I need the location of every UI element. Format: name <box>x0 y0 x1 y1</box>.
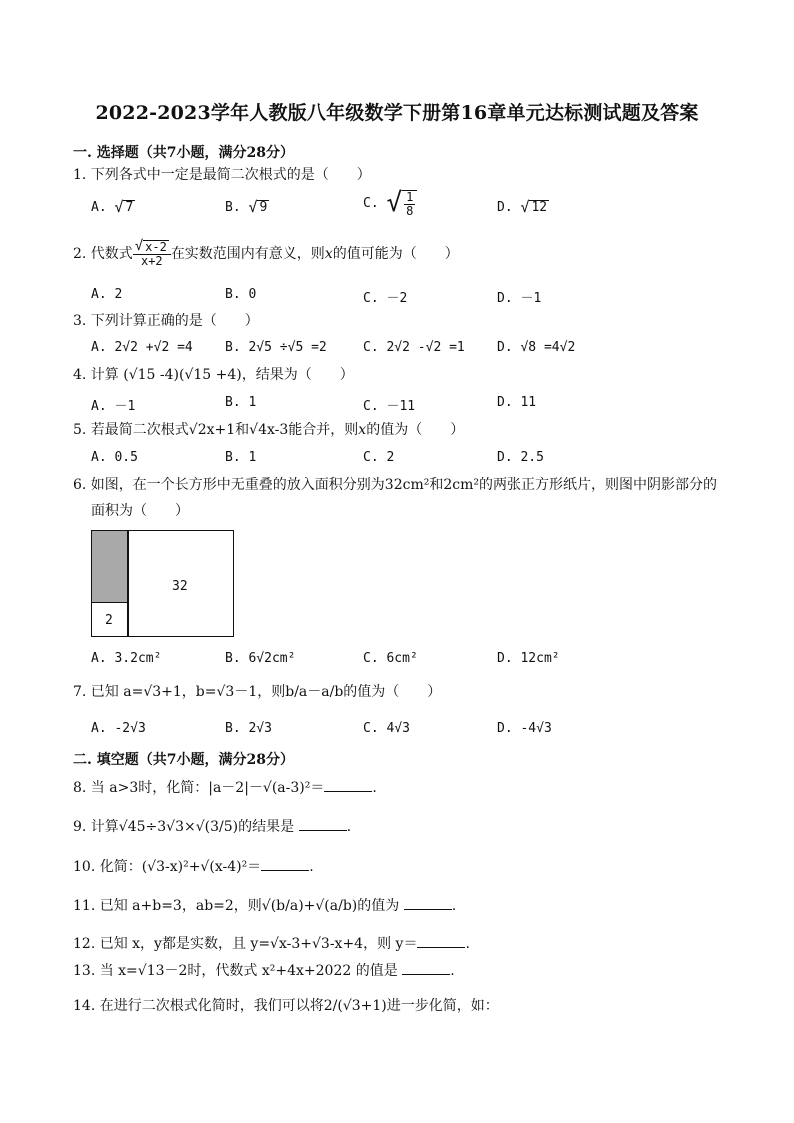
answer-blank <box>404 897 452 910</box>
question-14: 14. 在进行二次根式化简时，我们可以将2/(√3+1)进一步化简，如： <box>73 998 499 1014</box>
question-8: 8. 当 a>3时，化简：|a－2|－√(a-3)²＝ . <box>73 780 377 796</box>
question-6-stem-line2: 面积为（ ） <box>91 503 189 519</box>
answer-blank <box>417 935 465 948</box>
question-3-stem: 3. 下列计算正确的是（ ） <box>73 313 259 329</box>
question-5-option-d: D. 2.5 <box>497 450 544 465</box>
question-4-option-d: D. 11 <box>497 395 537 410</box>
section-heading-fill: 二. 填空题（共7小题，满分28分） <box>73 752 294 768</box>
question-1-stem: 1. 下列各式中一定是最简二次根式的是（ ） <box>73 167 371 183</box>
question-4-stem: 4. 计算 (√15 -4)(√15 +4)，结果为（ ） <box>73 367 354 383</box>
question-1-option-b: B. √ 9 <box>225 198 268 216</box>
divider-line <box>128 531 129 636</box>
question-10: 10. 化简：(√3-x)²+√(x-4)²＝ . <box>73 859 314 875</box>
question-3-option-b: B. 2√5 ÷√5 =2 <box>225 340 327 355</box>
question-4-option-a: A. －1 <box>91 399 136 414</box>
question-2-option-c: C. －2 <box>363 291 408 306</box>
question-3-option-c: C. 2√2 -√2 =1 <box>363 340 465 355</box>
question-3-option-d: D. √8 =4√2 <box>497 340 576 355</box>
question-3-option-a: A. 2√2 +√2 =4 <box>91 340 193 355</box>
answer-blank <box>324 779 372 792</box>
question-6-option-b: B. 6√2cm² <box>225 651 296 666</box>
question-2-option-a: A. 2 <box>91 287 123 302</box>
answer-blank <box>261 858 309 871</box>
answer-blank <box>402 962 450 975</box>
question-13: 13. 当 x=√13－2时，代数式 x²+4x+2022 的值是 . <box>73 963 455 979</box>
question-6-option-a: A. 3.2cm² <box>91 651 162 666</box>
question-4-option-b: B. 1 <box>225 395 257 410</box>
question-1-option-d: D. √ 12 <box>497 198 548 216</box>
question-7-option-c: C. 4√3 <box>363 721 410 736</box>
question-6-option-c: C. 6cm² <box>363 651 418 666</box>
question-1-option-c: C. √ $\frac{1}{8}$ <box>363 190 417 217</box>
question-7-option-a: A. -2√3 <box>91 721 146 736</box>
question-1-option-a: A. √ 7 <box>91 198 134 216</box>
question-7-option-b: B. 2√3 <box>225 721 272 736</box>
question-2-option-b: B. 0 <box>225 287 257 302</box>
shaded-region <box>92 531 128 603</box>
question-12: 12. 已知 x，y都是实数，且 y=√x-3+√3-x+4，则 y＝ . <box>73 936 470 952</box>
question-7-stem: 7. 已知 a=√3+1，b=√3－1，则b/a－a/b的值为（ ） <box>73 684 442 700</box>
question-6-stem-line1: 6. 如图，在一个长方形中无重叠的放入面积分别为32cm²和2cm²的两张正方形纸片，则图中阴影部分的 <box>73 477 717 493</box>
small-square-label: 2 <box>105 613 113 628</box>
question-7-option-d: D. -4√3 <box>497 721 552 736</box>
question-5-stem: 5. 若最简二次根式√2x+1和√4x-3能合并，则x的值为（ ） <box>73 422 465 438</box>
question-5-option-c: C. 2 <box>363 450 395 465</box>
answer-blank <box>299 818 347 831</box>
question-6-figure <box>91 530 234 637</box>
question-4-option-c: C. －11 <box>363 399 416 414</box>
question-5-option-a: A. 0.5 <box>91 450 138 465</box>
question-2-option-d: D. －1 <box>497 291 542 306</box>
question-9: 9. 计算√45÷3√3×√(3/5)的结果是 . <box>73 819 352 835</box>
question-2-stem: 2. 代数式 √ x-2 x+2 在实数范围内有意义，则x的值可能为（ ） <box>73 238 459 269</box>
question-6-option-d: D. 12cm² <box>497 651 560 666</box>
question-11: 11. 已知 a+b=3，ab=2，则√(b/a)+√(a/b)的值为 . <box>73 898 457 914</box>
question-5-option-b: B. 1 <box>225 450 257 465</box>
page-title: 2022-2023学年人教版八年级数学下册第16章单元达标测试题及答案 <box>95 102 699 124</box>
section-heading-choice: 一. 选择题（共7小题，满分28分） <box>73 145 294 161</box>
big-square-label: 32 <box>172 579 188 594</box>
